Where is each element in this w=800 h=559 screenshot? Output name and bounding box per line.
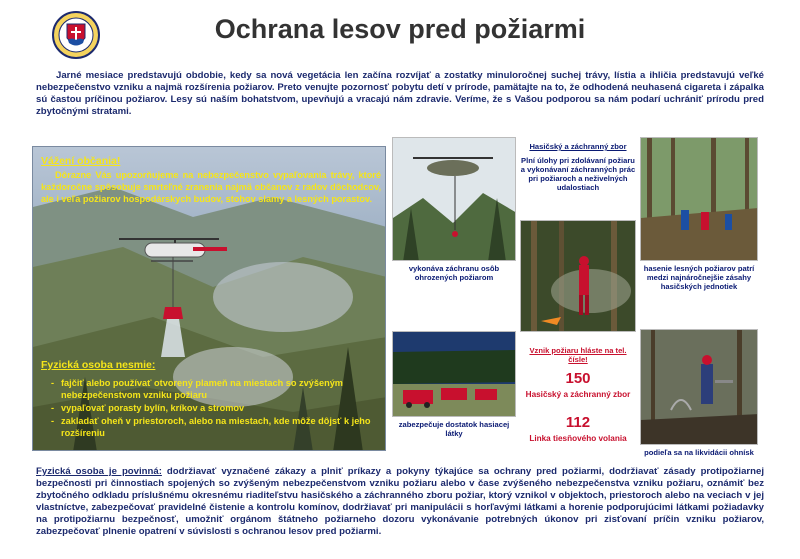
page-title: Ochrana lesov pred požiarmi xyxy=(214,14,586,44)
hero-body-text: Dôrazne Vás upozorňujeme na nebezpečenstvo vypaľovania trávy, ktoré každoročne spôsobuje smrteľné zranenia najmä občanov z radov dôchodcov, ale i veľa požiarov hospodárskych budov, stohov slamy a lesných porastov. xyxy=(41,170,381,204)
prohibitions-heading: Fyzická osoba nesmie: xyxy=(41,359,156,371)
hero-heading: Vážení občania! xyxy=(41,155,121,167)
fire-rescue-emblem-icon xyxy=(50,10,102,60)
hzz-duties-text: Plní úlohy pri zdolávaní požiaru a vykonávaní záchranných prác pri požiaroch a neživelných udalostiach xyxy=(520,156,636,192)
emergency-label-150: Hasičský a záchranný zbor xyxy=(525,390,631,399)
obligations-paragraph xyxy=(36,466,764,538)
forest-fires-caption: hasenie lesných požiarov patrí medzi najnáročnejšie zásahy hasičských jednotiek xyxy=(643,264,755,291)
list-item: - fajčiť alebo používať otvorený plameň na miestach so zvýšeným nebezpečenstvom vzniku požiaru xyxy=(51,377,381,401)
water-supply-caption: zabezpečuje dostatok hasiacej látky xyxy=(398,420,510,438)
fire-trucks-photo xyxy=(392,331,516,417)
liquidation-caption: podieľa sa na likvidácii ohnísk xyxy=(644,448,754,457)
firefighter-forest-photo xyxy=(520,220,636,332)
hero-panel xyxy=(32,146,386,451)
obligations-heading: Fyzická osoba je povinná: xyxy=(36,466,162,477)
report-fire-heading: Vznik požiaru hláste na tel. čísle! xyxy=(529,346,627,364)
hzz-heading: Hasičský a záchranný zbor xyxy=(529,142,627,151)
forest-firefighting-team-photo xyxy=(640,137,758,261)
prohibitions-list xyxy=(51,377,381,440)
list-item: - zakladať oheň v priestoroch, alebo na miestach, kde môže dôjsť k jeho rozšíreniu xyxy=(51,415,381,439)
emergency-number-150: 150 xyxy=(565,370,591,387)
helicopter-rescue-photo xyxy=(392,137,516,261)
emergency-label-112: Linka tiesňového volania xyxy=(529,434,627,443)
intro-paragraph: Jarné mesiace predstavujú obdobie, kedy sa nová vegetácia len začína rozvíjať a zostatky minuloročnej suchej trávy, lístia a ihličia predstavujú veľké nebezpečenstvo vzniku a najmä rozšírenia požiarov. Preto venujte pozornosť pobytu detí v prírode, pamätajte na to, že odhodená neuhasená cigareta i zápalka sú častou príčinou požiarov. Lesy sú naším bohatstvom, upevňujú a vracajú nám zdravie. Veríme, že s Vašou podporou sa nám podarí uchrániť prírodu pred zbytočnými stratami. xyxy=(36,70,764,117)
emergency-number-112: 112 xyxy=(565,414,591,431)
list-item: - vypaľovať porasty bylín, kríkov a stromov xyxy=(51,402,381,414)
firefighters-extinguishing-photo xyxy=(640,329,758,445)
obligations-text: dodržiavať vyznačené zákazy a plniť príkazy a pokyny týkajúce sa ochrany pred požiarmi, dodržiavať zásady protipožiarnej bezpečnosti pri činnostiach spojených so zvýšeným nebezpečenstvom vzniku požiaru alebo v čase zvýšeného nebezpečenstva vzniku požiaru, oznámiť bez zbytočného odkladu príslušnému okresnému riaditeľstvu hasičského a záchranného zboru požiar, ktorý vznikol v objektoch, priestoroch alebo na veciach v jej vlastníctve, zabezpečovať pravidelné čistenie a kontrolu komínov, dodržiavať pri manipulácii s horľavými látkami a horenie podporujúcimi látkami požiadavky na protipožiarnu bezpečnosť, umožniť orgánom štátneho požiarneho dozoru vykonávanie potrebných úkonov pri zisťovaní príčin vzniku požiarov, zabezpečovať plnenie opatrení v súvislosti s ochranou lesov pred požiarmi. xyxy=(36,466,764,537)
helicopter-rescue-caption: vykonáva záchranu osôb ohrozených požiarom xyxy=(408,264,500,282)
